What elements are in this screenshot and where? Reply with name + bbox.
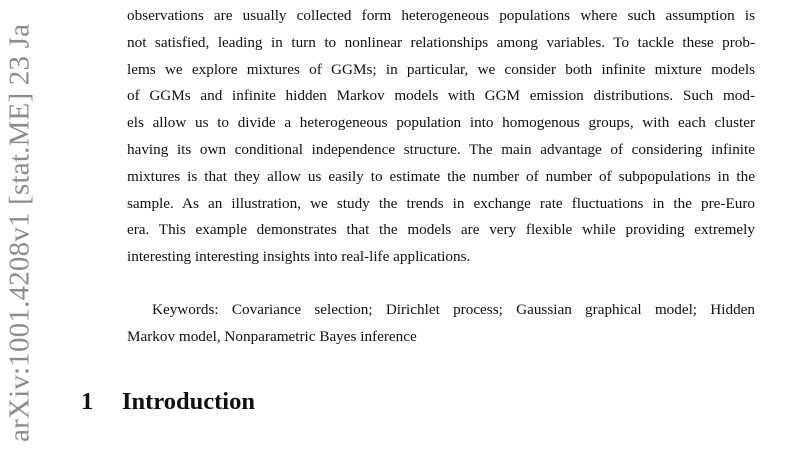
abstract-line: of GGMs and infinite hidden Markov models with GGM emission distributions. Such mod- bbox=[127, 87, 755, 105]
section-title: Introduction bbox=[122, 388, 255, 415]
keywords-paragraph bbox=[127, 297, 755, 351]
arxiv-stamp bbox=[0, 0, 40, 450]
abstract-line: not satisfied, leading in turn to nonlinear relationships among variables. To tackle these prob- bbox=[127, 33, 755, 51]
abstract-line: observations are usually collected form heterogeneous populations where such assumption is bbox=[127, 7, 755, 24]
abstract-line: mixtures is that they allow us easily to estimate the number of number of subpopulations in the bbox=[127, 167, 755, 185]
abstract-line: having its own conditional independence structure. The main advantage of considering infinite bbox=[127, 140, 755, 158]
arxiv-stamp-text: arXiv:1001.4208v1 [stat.ME] 23 Ja bbox=[3, 23, 36, 442]
abstract-paragraph bbox=[127, 3, 755, 271]
abstract-line: els allow us to divide a heterogeneous population into homogenous groups, with each cluster bbox=[127, 114, 755, 132]
abstract-line: sample. As an illustration, we study the trends in exchange rate fluctuations in the pre-Euro bbox=[127, 194, 755, 212]
abstract-line: era. This example demonstrates that the models are very flexible while providing extremely bbox=[127, 221, 755, 239]
abstract-line: interesting interesting insights into real-life applications. bbox=[127, 248, 471, 266]
section-heading bbox=[81, 388, 255, 416]
keywords-line: Markov model, Nonparametric Bayes inference bbox=[127, 327, 417, 345]
keywords-line: Keywords: Covariance selection; Dirichlet process; Gaussian graphical model; Hidden bbox=[152, 301, 755, 318]
abstract-line: lems we explore mixtures of GGMs; in particular, we consider both infinite mixture models bbox=[127, 60, 755, 78]
section-number: 1 bbox=[81, 388, 94, 415]
